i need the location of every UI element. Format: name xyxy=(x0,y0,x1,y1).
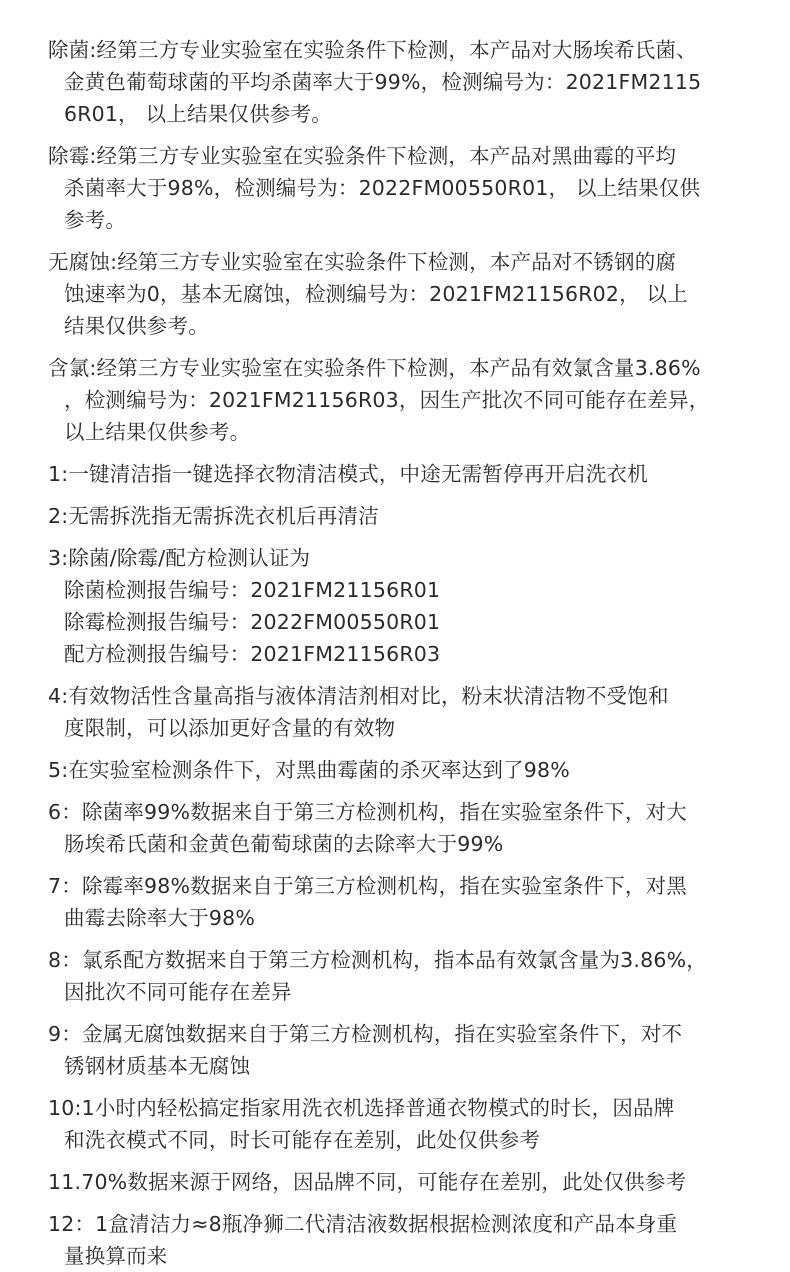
note-line: 5:在实验室检测条件下，对黑曲霉菌的杀灭率达到了98% xyxy=(48,758,570,782)
note-line: 10:1小时内轻松搞定指家用洗衣机选择普通衣物模式的时长，因品牌 xyxy=(48,1096,675,1120)
note-line: 肠埃希氏菌和金黄色葡萄球菌的去除率大于99% xyxy=(64,832,504,856)
note-line: 参考。 xyxy=(64,208,127,232)
note-line: 无腐蚀:经第三方专业实验室在实验条件下检测，本产品对不锈钢的腐 xyxy=(48,250,677,274)
note-line: 因批次不同可能存在差异 xyxy=(64,980,292,1004)
note-note-9 xyxy=(48,1018,750,1082)
note-note-5 xyxy=(48,754,750,786)
note-note-12 xyxy=(48,1208,750,1272)
note-non-corrosive xyxy=(48,246,750,342)
note-line: 6：除菌率99%数据来自于第三方检测机构，指在实验室条件下，对大 xyxy=(48,800,688,824)
note-line: 和洗衣模式不同，时长可能存在差别，此处仅供参考 xyxy=(64,1128,541,1152)
note-note-2 xyxy=(48,500,750,532)
note-line: ，检测编号为：2021FM21156R03，因生产批次不同可能存在差异， xyxy=(64,388,710,412)
note-line: 11.70%数据来源于网络，因品牌不同，可能存在差别，此处仅供参考 xyxy=(48,1170,687,1194)
note-line: 除菌:经第三方专业实验室在实验条件下检测，本产品对大肠埃希氏菌、 xyxy=(48,38,697,62)
note-note-10 xyxy=(48,1092,750,1156)
note-line: 2:无需拆洗指无需拆洗衣机后再清洁 xyxy=(48,504,379,528)
note-line: 3:除菌/除霉/配方检测认证为 xyxy=(48,546,311,570)
note-line: 量换算而来 xyxy=(64,1244,168,1268)
note-line: 金黄色葡萄球菌的平均杀菌率大于99%，检测编号为：2021FM2115 xyxy=(64,70,702,94)
note-line: 锈钢材质基本无腐蚀 xyxy=(64,1054,251,1078)
note-line: 7：除霉率98%数据来自于第三方检测机构，指在实验室条件下，对黑 xyxy=(48,874,688,898)
note-note-1 xyxy=(48,458,750,490)
note-line: 蚀速率为0，基本无腐蚀，检测编号为：2021FM21156R02， 以上 xyxy=(64,282,688,306)
note-line: 除霉检测报告编号：2022FM00550R01 xyxy=(64,610,441,634)
note-line: 曲霉去除率大于98% xyxy=(64,906,256,930)
note-line: 杀菌率大于98%，检测编号为：2022FM00550R01， 以上结果仅供 xyxy=(64,176,701,200)
note-mildew xyxy=(48,140,750,236)
note-line: 6R01， 以上结果仅供参考。 xyxy=(64,102,332,126)
note-line: 12：1盒清洁力≈8瓶净狮二代清洁液数据根据检测浓度和产品本身重 xyxy=(48,1212,678,1236)
note-line: 除霉:经第三方专业实验室在实验条件下检测，本产品对黑曲霉的平均 xyxy=(48,144,677,168)
note-note-11 xyxy=(48,1166,750,1198)
note-chlorine xyxy=(48,352,750,448)
note-note-3 xyxy=(48,542,750,670)
note-sterilize xyxy=(48,34,750,130)
note-line: 8：氯系配方数据来自于第三方检测机构，指本品有效氯含量为3.86%， xyxy=(48,948,707,972)
note-note-6 xyxy=(48,796,750,860)
note-line: 配方检测报告编号：2021FM21156R03 xyxy=(64,642,441,666)
note-line: 结果仅供参考。 xyxy=(64,314,209,338)
note-note-8 xyxy=(48,944,750,1008)
note-line: 9：金属无腐蚀数据来自于第三方检测机构，指在实验室条件下，对不 xyxy=(48,1022,683,1046)
note-line: 含氯:经第三方专业实验室在实验条件下检测，本产品有效氯含量3.86% xyxy=(48,356,701,380)
note-line: 1:一键清洁指一键选择衣物清洁模式，中途无需暂停再开启洗衣机 xyxy=(48,462,648,486)
note-note-7 xyxy=(48,870,750,934)
note-line: 4:有效物活性含量高指与液体清洁剂相对比，粉末状清洁物不受饱和 xyxy=(48,684,669,708)
note-line: 度限制，可以添加更好含量的有效物 xyxy=(64,716,396,740)
disclaimer-notes xyxy=(48,34,750,1272)
note-line: 除菌检测报告编号：2021FM21156R01 xyxy=(64,578,441,602)
note-line: 以上结果仅供参考。 xyxy=(64,420,251,444)
note-note-4 xyxy=(48,680,750,744)
